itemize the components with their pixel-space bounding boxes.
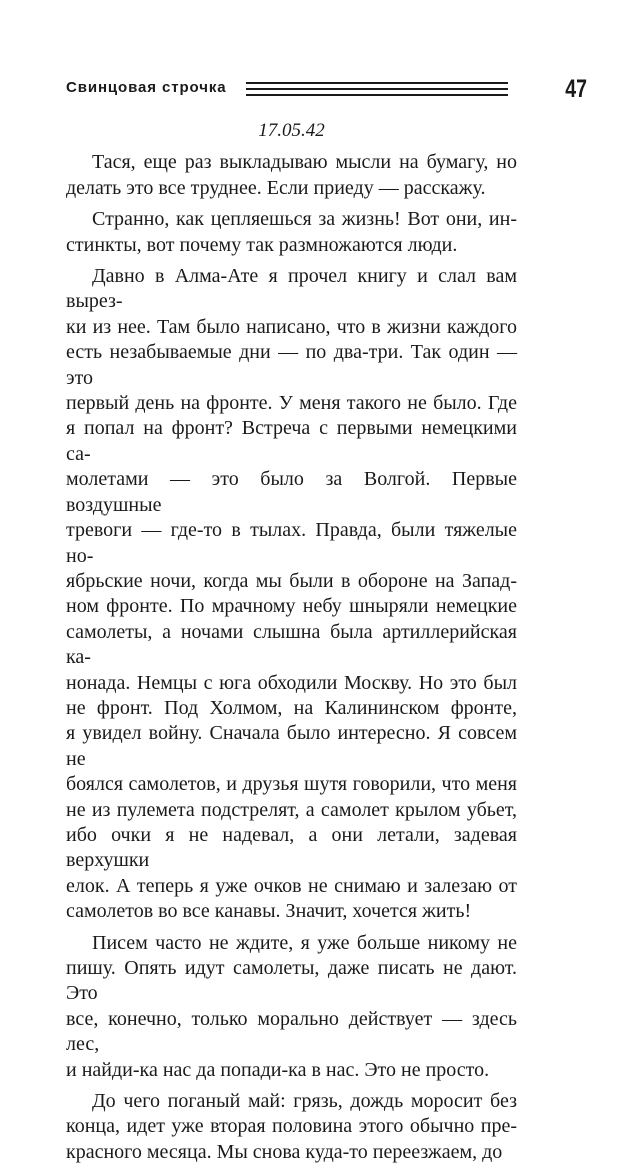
text-line: и найди-ка нас да попади-ка в нас. Это не просто. xyxy=(66,1058,490,1081)
running-header xyxy=(66,75,587,104)
running-title: Свинцовая строчка xyxy=(66,79,227,96)
page-number: 47 xyxy=(565,75,587,103)
paragraph xyxy=(66,264,517,925)
text-line: конца, идет уже вторая половина этого обычно пре- xyxy=(66,1115,517,1138)
text-line: все, конечно, только морально действует — здесь лес, xyxy=(66,1007,517,1056)
text-line: я увидел войну. Сначала было интересно. Я совсем не xyxy=(66,722,517,770)
paragraph xyxy=(66,1089,517,1165)
text-line: тревоги — где-то в тылах. Правда, были тяжелые но- xyxy=(66,519,517,567)
text-line: молетами — это было за Волгой. Первые воздушные xyxy=(66,468,517,516)
text-line: Писем часто не ждите, я уже больше никому не xyxy=(92,931,517,954)
header-rule xyxy=(246,94,508,96)
text-line: ном фронте. По мрачному небу шныряли немецкие xyxy=(66,595,517,618)
page-body xyxy=(66,118,517,1171)
header-rule xyxy=(246,82,508,84)
text-line: нонада. Немцы с юга обходили Москву. Но это был xyxy=(66,671,517,694)
text-line: красного месяца. Мы снова куда-то переезжаем, до xyxy=(66,1140,503,1163)
text-line: ябрьские ночи, когда мы были в обороне на Запад- xyxy=(66,569,517,592)
text-line: не фронт. Под Холмом, на Калининском фронте, xyxy=(66,696,517,719)
text-line: Давно в Алма-Ате я прочел книгу и слал вам вырез- xyxy=(66,265,517,313)
text-line: пишу. Опять идут самолеты, даже писать не дают. Это xyxy=(66,957,517,1005)
text-line: я попал на фронт? Встреча с первыми немецкими са- xyxy=(66,417,517,465)
text-line: стинкты, вот почему так размножаются люди. xyxy=(66,233,458,256)
text-line: делать это все труднее. Если приеду — расскажу. xyxy=(66,176,486,199)
entry-text xyxy=(66,150,517,1165)
paragraph xyxy=(66,150,517,201)
text-line: есть незабываемые дни — по два-три. Так один — это xyxy=(66,341,517,389)
text-line: самолетов во все канавы. Значит, хочется жить! xyxy=(66,900,472,923)
paragraph xyxy=(66,931,517,1083)
text-line: Странно, как цепляешься за жизнь! Вот они, ин- xyxy=(92,208,517,231)
header-rule xyxy=(246,88,508,90)
text-line: До чего поганый май: грязь, дождь моросит без xyxy=(92,1090,517,1113)
paragraph xyxy=(66,207,517,258)
text-line: ки из нее. Там было написано, что в жизни каждого xyxy=(66,315,517,338)
text-line: елок. А теперь я уже очков не снимаю и залезаю от xyxy=(66,874,517,897)
text-line: первый день на фронте. У меня такого не было. Где xyxy=(66,392,517,415)
entry-date: 17.05.42 xyxy=(258,120,325,141)
text-line: не из пулемета подстрелят, а самолет крылом убьет, xyxy=(66,798,517,821)
text-line: Тася, еще раз выкладываю мысли на бумагу, но xyxy=(92,151,517,174)
text-line: боялся самолетов, и друзья шутя говорили, что меня xyxy=(66,773,517,796)
text-line: ибо очки я не надевал, а они летали, задевая верхушки xyxy=(66,823,517,872)
text-line: самолеты, а ночами слышна была артиллерийская ка- xyxy=(66,620,517,669)
